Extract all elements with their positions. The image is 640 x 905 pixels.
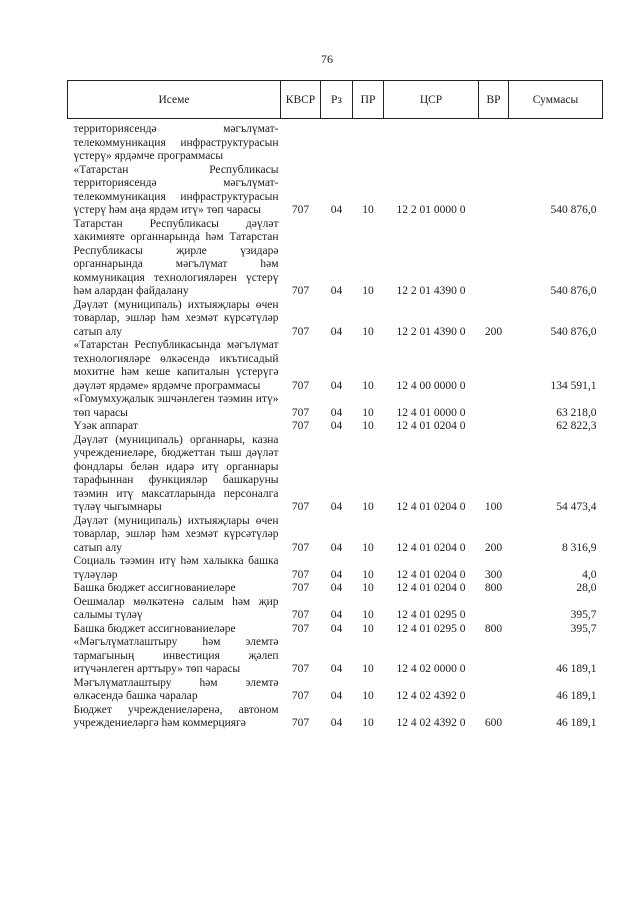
cell-amount: 395,7 bbox=[570, 622, 597, 635]
cell-vr: 200 bbox=[484, 541, 503, 554]
cell-vr bbox=[479, 393, 509, 420]
cell-rz: 04 bbox=[330, 582, 343, 594]
cell-rz: 04 bbox=[330, 379, 343, 392]
cell-vr bbox=[479, 164, 509, 218]
cell-csr: 12 4 00 0000 0 bbox=[396, 379, 466, 392]
cell-pr: 10 bbox=[362, 663, 374, 675]
cell-kvsr: 707 bbox=[291, 406, 310, 419]
table-row bbox=[68, 299, 603, 340]
cell-name: «Татарстан Республикасында мәгълүмат технологияләре өлкәсендә икътисадый мохитне һәм кеше капиталын үстерүгә дәүләт ярдәме» ярдәмче программасы bbox=[73, 339, 279, 392]
cell-csr: 12 4 01 0295 0 bbox=[396, 609, 466, 621]
cell-csr: 12 2 01 4390 0 bbox=[396, 285, 466, 297]
page-number: 76 bbox=[321, 52, 333, 66]
cell-pr: 10 bbox=[362, 568, 374, 581]
cell-rz bbox=[321, 119, 353, 164]
cell-rz: 04 bbox=[330, 663, 343, 675]
cell-pr: 10 bbox=[362, 406, 374, 419]
cell-rz: 04 bbox=[330, 285, 343, 297]
cell-vr bbox=[479, 420, 509, 434]
cell-csr: 12 4 01 0295 0 bbox=[396, 622, 466, 635]
cell-amount: 46 189,1 bbox=[556, 690, 597, 702]
cell-amount: 46 189,1 bbox=[556, 717, 597, 729]
cell-rz: 04 bbox=[330, 690, 343, 702]
table-row bbox=[68, 704, 603, 731]
cell-amount: 540 876,0 bbox=[550, 325, 597, 338]
cell-csr: 12 4 01 0204 0 bbox=[396, 420, 466, 432]
cell-csr bbox=[384, 119, 479, 164]
table-row bbox=[68, 623, 603, 637]
header-row bbox=[68, 81, 603, 119]
cell-kvsr: 707 bbox=[291, 501, 310, 513]
table-row bbox=[68, 339, 603, 393]
column-header-rz: Рз bbox=[321, 81, 353, 119]
cell-pr: 10 bbox=[362, 622, 374, 635]
cell-kvsr: 707 bbox=[291, 609, 310, 621]
cell-csr: 12 4 02 0000 0 bbox=[396, 663, 466, 675]
cell-amount: 46 189,1 bbox=[556, 663, 597, 675]
cell-csr: 12 4 02 4392 0 bbox=[396, 690, 466, 702]
cell-name: Мәгълүматлаштыру һәм элемтә өлкәсендә башка чаралар bbox=[73, 676, 279, 702]
table-row bbox=[68, 677, 603, 704]
cell-name: Дәүләт (муниципаль) органнары, казна учреждениеләре, бюджеттан тыш дәүләт фондлары белән идарә итү органнары тарафыннан функцияләр башкаруны тәэмин итү максатларында персоналга түләү чыгымнары bbox=[73, 433, 279, 513]
cell-rz: 04 bbox=[330, 622, 343, 635]
table-header bbox=[68, 81, 603, 119]
cell-name: Башка бюджет ассигнованиеләре bbox=[73, 582, 236, 594]
cell-vr: 600 bbox=[484, 717, 503, 729]
table-row bbox=[68, 420, 603, 434]
cell-rz: 04 bbox=[330, 609, 343, 621]
cell-rz: 04 bbox=[330, 541, 343, 554]
cell-pr: 10 bbox=[362, 717, 374, 729]
cell-pr: 10 bbox=[362, 379, 374, 392]
budget-table bbox=[67, 80, 603, 731]
cell-csr: 12 4 02 4392 0 bbox=[396, 717, 466, 729]
cell-kvsr: 707 bbox=[291, 204, 310, 216]
cell-vr bbox=[479, 339, 509, 393]
column-header-csr: ЦСР bbox=[384, 81, 479, 119]
cell-amount: 395,7 bbox=[570, 609, 597, 621]
cell-kvsr: 707 bbox=[291, 568, 310, 581]
cell-pr: 10 bbox=[362, 690, 374, 702]
cell-csr: 12 2 01 4390 0 bbox=[396, 325, 466, 338]
table-body bbox=[68, 119, 603, 731]
table-row bbox=[68, 218, 603, 299]
cell-amount: 4,0 bbox=[582, 568, 597, 581]
cell-name: «Татарстан Республикасы территориясендә мәгълүмат-телекоммуникация инфраструктурасын үстерү һәм аңа ярдәм итү» төп чарасы bbox=[73, 163, 279, 216]
cell-csr: 12 2 01 0000 0 bbox=[396, 204, 466, 216]
cell-amount: 134 591,1 bbox=[550, 379, 597, 392]
cell-amount: 540 876,0 bbox=[550, 204, 597, 216]
cell-vr: 800 bbox=[484, 622, 503, 635]
table-row bbox=[68, 596, 603, 623]
cell-name: Башка бюджет ассигнованиеләре bbox=[73, 622, 236, 635]
cell-csr: 12 4 01 0204 0 bbox=[396, 541, 466, 554]
cell-rz: 04 bbox=[330, 717, 343, 729]
cell-name: «Мәгълүматлаштыру һәм элемтә тармагының инвестиция җәлеп итүчәнлеген арттыру» төп чарасы bbox=[73, 636, 279, 675]
cell-name: Социаль тәэмин итү һәм халыкка башка түләүләр bbox=[73, 555, 279, 581]
cell-csr: 12 4 01 0204 0 bbox=[396, 568, 466, 581]
cell-kvsr: 707 bbox=[291, 325, 310, 338]
cell-amount: 54 473,4 bbox=[556, 501, 597, 513]
cell-amount: 28,0 bbox=[576, 582, 597, 594]
cell-kvsr: 707 bbox=[291, 420, 310, 432]
cell-vr: 800 bbox=[484, 582, 503, 594]
cell-name: Дәүләт (муниципаль) ихтыяҗлары өчен товарлар, эшләр һәм хезмәт күрсәтүләр сатып алу bbox=[73, 514, 279, 554]
cell-kvsr: 707 bbox=[291, 379, 310, 392]
cell-amount: 62 822,3 bbox=[556, 420, 597, 432]
cell-pr: 10 bbox=[362, 609, 374, 621]
cell-kvsr: 707 bbox=[291, 541, 310, 554]
cell-kvsr: 707 bbox=[291, 663, 310, 675]
table-row bbox=[68, 434, 603, 515]
cell-rz: 04 bbox=[330, 501, 343, 513]
cell-pr: 10 bbox=[362, 325, 374, 338]
cell-csr: 12 4 01 0204 0 bbox=[396, 582, 466, 594]
cell-vr: 300 bbox=[484, 568, 503, 581]
cell-pr: 10 bbox=[362, 541, 374, 554]
cell-name: Татарстан Республикасы дәүләт хакимияте органнарында һәм Татарстан Республикасы җирле үзидарә органнарында мәгълүмат һәм коммуникация технологияләрен үстерү һәм алардан файдалану bbox=[73, 217, 279, 297]
cell-pr: 10 bbox=[362, 420, 374, 432]
cell-kvsr: 707 bbox=[291, 622, 310, 635]
cell-vr bbox=[479, 636, 509, 677]
cell-amount: 8 316,9 bbox=[562, 541, 597, 554]
cell-name: территориясендә мәгълүмат-телекоммуникация инфраструктурасын үстерү» ярдәмче программасы bbox=[73, 123, 279, 162]
cell-pr: 10 bbox=[362, 204, 374, 216]
table-row bbox=[68, 119, 603, 164]
cell-rz: 04 bbox=[330, 204, 343, 216]
cell-vr: 200 bbox=[484, 325, 503, 338]
cell-kvsr: 707 bbox=[291, 690, 310, 702]
cell-vr bbox=[479, 119, 509, 164]
table-row bbox=[68, 515, 603, 556]
cell-name: Үзәк аппарат bbox=[73, 420, 138, 432]
cell-rz: 04 bbox=[330, 420, 343, 432]
cell-vr bbox=[479, 596, 509, 623]
cell-amount: 540 876,0 bbox=[550, 285, 597, 297]
table-row bbox=[68, 164, 603, 218]
cell-kvsr: 707 bbox=[291, 582, 310, 594]
cell-kvsr: 707 bbox=[291, 285, 310, 297]
cell-kvsr bbox=[281, 119, 321, 164]
column-header-pr: ПР bbox=[353, 81, 384, 119]
cell-csr: 12 4 01 0000 0 bbox=[396, 406, 466, 419]
cell-name: Оешмалар мөлкәтенә салым һәм җир салымы түләү bbox=[73, 595, 279, 621]
column-header-name: Исеме bbox=[68, 81, 281, 119]
column-header-vr: ВР bbox=[479, 81, 509, 119]
cell-kvsr: 707 bbox=[291, 717, 310, 729]
table-row bbox=[68, 555, 603, 582]
table-row bbox=[68, 636, 603, 677]
column-header-kvsr: КВСР bbox=[281, 81, 321, 119]
cell-pr: 10 bbox=[362, 501, 374, 513]
cell-name: «Гомумхуҗалык эшчәнлеген тәэмин итү» төп чарасы bbox=[73, 393, 279, 419]
cell-csr: 12 4 01 0204 0 bbox=[396, 501, 466, 513]
cell-rz: 04 bbox=[330, 568, 343, 581]
cell-pr bbox=[353, 119, 384, 164]
cell-rz: 04 bbox=[330, 406, 343, 419]
cell-amount bbox=[509, 119, 603, 164]
cell-rz: 04 bbox=[330, 325, 343, 338]
cell-vr bbox=[479, 677, 509, 704]
table-row bbox=[68, 582, 603, 596]
cell-pr: 10 bbox=[362, 285, 374, 297]
cell-vr: 100 bbox=[484, 501, 503, 513]
cell-name: Бюджет учреждениеләренә, автоном учреждениеләргә һәм коммерциягә bbox=[73, 703, 279, 729]
table-row bbox=[68, 393, 603, 420]
cell-pr: 10 bbox=[362, 582, 374, 594]
cell-amount: 63 218,0 bbox=[556, 406, 597, 419]
column-header-amount: Суммасы bbox=[509, 81, 603, 119]
cell-name: Дәүләт (муниципаль) ихтыяҗлары өчен товарлар, эшләр һәм хезмәт күрсәтүләр сатып алу bbox=[73, 298, 279, 338]
cell-vr bbox=[479, 218, 509, 299]
